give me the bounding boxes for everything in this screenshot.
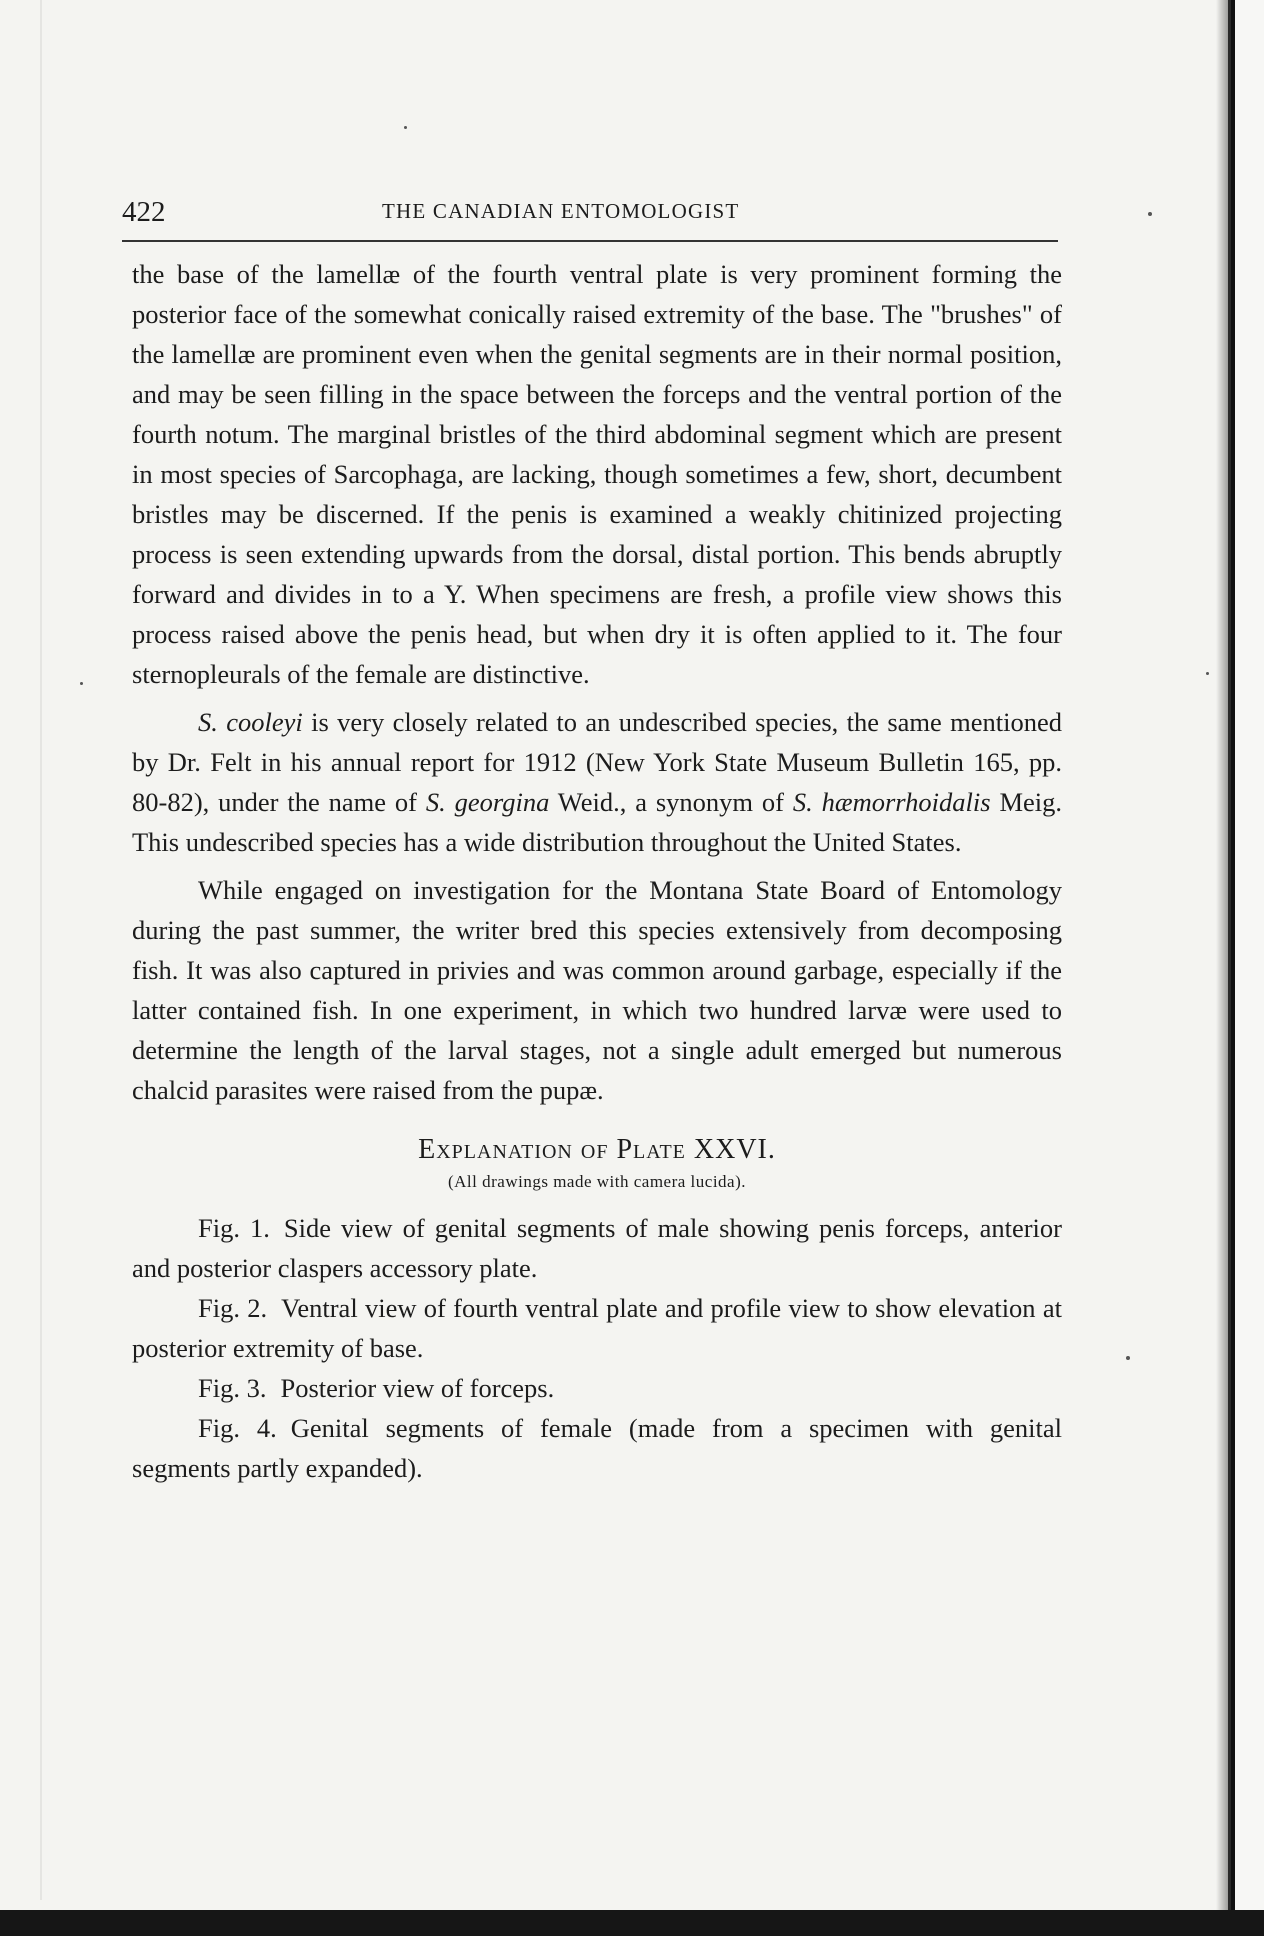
figure-text: Side view of genital segments of male showing penis forceps, anterior and posterior claspers accessory plate. bbox=[132, 1213, 1062, 1283]
paper-speck bbox=[404, 126, 407, 129]
figure-text: Posterior view of forceps. bbox=[280, 1373, 555, 1403]
paper-speck bbox=[80, 682, 83, 685]
paper-speck bbox=[1148, 212, 1152, 216]
figure-label: Fig. 3. bbox=[198, 1373, 267, 1403]
paragraph-text: is very closely related to an undescribed species, the same mentioned by Dr. Felt in his annual report for 1912 (New York State Museum Bulletin 165, pp. 80-82), under the name of bbox=[132, 707, 1063, 817]
adjacent-page-edge bbox=[1231, 0, 1264, 1936]
paper-speck bbox=[1206, 672, 1209, 675]
body-text bbox=[132, 254, 1062, 1488]
figure-text: Genital segments of female (made from a specimen with genital segments partly expanded). bbox=[132, 1413, 1062, 1483]
plate-explanation-title: Explanation of Plate XXVI. bbox=[418, 1134, 776, 1165]
paragraph-montana: While engaged on investigation for the Montana State Board of Entomology during the past summer, the writer bred this species extensively from decomposing fish. It was also captured in privies and was common around garbage, especially if the latter contained fish. In one experiment, in which two hundred larvæ were used to determine the length of the larval stages, not a single adult emerged but numerous chalcid parasites were raised from the pupæ. bbox=[132, 875, 1062, 1105]
figure-caption bbox=[132, 1368, 1062, 1408]
plate-explanation-subtitle: (All drawings made with camera lucida). bbox=[447, 1172, 746, 1191]
figure-label: Fig. 2. bbox=[198, 1293, 268, 1323]
header-rule bbox=[122, 240, 1058, 242]
page-fold-shadow bbox=[40, 0, 42, 1900]
paragraph-text: Weid., a synonym of bbox=[549, 787, 793, 817]
species-name: S. hæmorrhoidalis bbox=[792, 787, 991, 817]
species-name: S. cooleyi bbox=[198, 707, 303, 737]
paragraph-cooleyi bbox=[132, 702, 1062, 862]
figure-label: Fig. 4. bbox=[198, 1413, 277, 1443]
page-header bbox=[122, 196, 1060, 236]
journal-title: THE CANADIAN ENTOMOLOGIST bbox=[382, 199, 740, 223]
page-number: 422 bbox=[122, 196, 166, 228]
paper-speck bbox=[1126, 1356, 1130, 1360]
figure-caption bbox=[132, 1408, 1062, 1488]
paragraph-text: Meig. This undescribed species has a wide distribution throughout the United States. bbox=[132, 787, 1062, 857]
figure-text: Ventral view of fourth ventral plate and profile view to show elevation at posterior extremity of base. bbox=[132, 1293, 1062, 1363]
species-name: S. georgina bbox=[425, 787, 550, 817]
scan-border bbox=[0, 1910, 1264, 1936]
figure-caption bbox=[132, 1208, 1062, 1288]
page-edge-shadow bbox=[1216, 0, 1228, 1910]
figure-label: Fig. 1. bbox=[198, 1213, 270, 1243]
figure-caption bbox=[132, 1288, 1062, 1368]
paragraph-continuation: the base of the lamellæ of the fourth ventral plate is very prominent forming the posterior face of the somewhat conically raised extremity of the base. The "brushes" of the lamellæ are prominent even when the genital segments are in their normal position, and may be seen filling in the space between the forceps and the ventral portion of the fourth notum. The marginal bristles of the third abdominal segment which are present in most species of Sarcophaga, are lacking, though sometimes a few, short, decumbent bristles may be discerned. If the penis is examined a weakly chitinized projecting process is seen extending upwards from the dorsal, distal portion. This bends abruptly forward and divides in to a Y. When specimens are fresh, a profile view shows this process raised above the penis head, but when dry it is often applied to it. The four sternopleurals of the female are distinctive. bbox=[132, 259, 1062, 689]
